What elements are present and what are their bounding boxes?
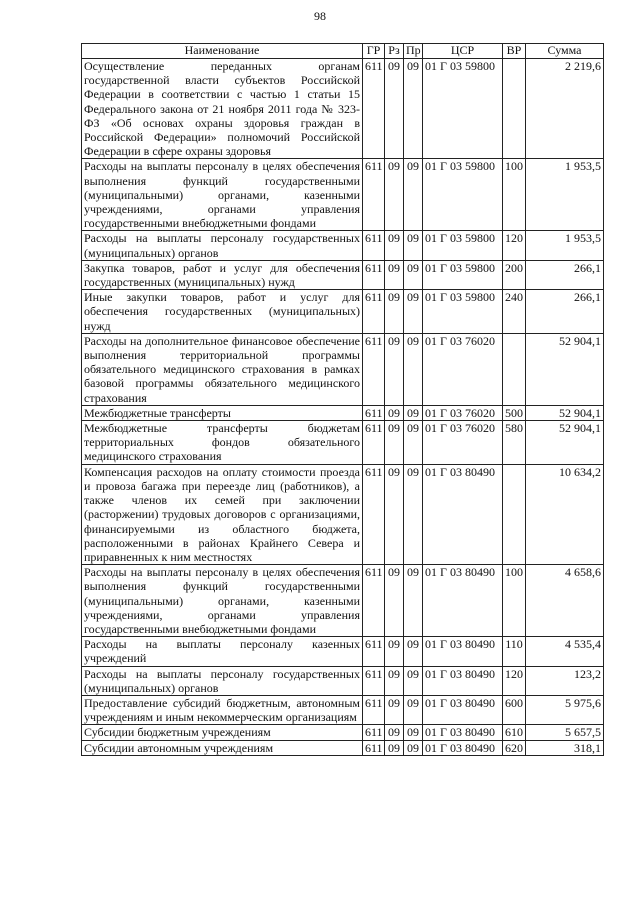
cell-gr: 611 — [363, 231, 385, 260]
cell-rz: 09 — [385, 725, 404, 740]
cell-name: Расходы на выплаты персоналу в целях обеспечения выполнения функций государственными (муниципальными) органами, казенными учреждениями, органами управления государственными внебюджетными фондами — [82, 159, 363, 231]
cell-name: Субсидии автономным учреждениям — [82, 740, 363, 755]
cell-csr: 01 Г 03 59800 — [423, 290, 503, 334]
cell-pr: 09 — [404, 565, 423, 637]
cell-gr: 611 — [363, 159, 385, 231]
table-header-row — [82, 44, 604, 59]
cell-name: Закупка товаров, работ и услуг для обеспечения государственных (муниципальных) нужд — [82, 260, 363, 289]
table-row — [82, 421, 604, 465]
cell-pr: 09 — [404, 231, 423, 260]
cell-name: Иные закупки товаров, работ и услуг для обеспечения государственных (муниципальных) нужд — [82, 290, 363, 334]
cell-vr: 240 — [503, 290, 526, 334]
cell-rz: 09 — [385, 464, 404, 564]
cell-rz: 09 — [385, 260, 404, 289]
cell-csr: 01 Г 03 59800 — [423, 260, 503, 289]
cell-pr: 09 — [404, 333, 423, 405]
cell-vr: 500 — [503, 405, 526, 420]
cell-csr: 01 Г 03 80490 — [423, 725, 503, 740]
cell-name: Межбюджетные трансферты бюджетам территориальных фондов обязательного медицинского страхования — [82, 421, 363, 465]
cell-csr: 01 Г 03 80490 — [423, 695, 503, 724]
header-csr: ЦСР — [423, 44, 503, 59]
cell-sum: 52 904,1 — [526, 421, 604, 465]
table-row — [82, 59, 604, 159]
cell-gr: 611 — [363, 333, 385, 405]
cell-gr: 611 — [363, 666, 385, 695]
cell-rz: 09 — [385, 421, 404, 465]
cell-csr: 01 Г 03 80490 — [423, 565, 503, 637]
cell-gr: 611 — [363, 740, 385, 755]
header-rz: Рз — [385, 44, 404, 59]
table-row — [82, 725, 604, 740]
cell-name: Расходы на выплаты персоналу в целях обеспечения выполнения функций государственными (муниципальными) органами, казенными учреждениями, органами управления государственными внебюджетными фондами — [82, 565, 363, 637]
cell-csr: 01 Г 03 80490 — [423, 740, 503, 755]
cell-name: Расходы на выплаты персоналу государственных (муниципальных) органов — [82, 231, 363, 260]
cell-pr: 09 — [404, 695, 423, 724]
table-row — [82, 231, 604, 260]
cell-sum: 266,1 — [526, 290, 604, 334]
cell-csr: 01 Г 03 76020 — [423, 405, 503, 420]
cell-csr: 01 Г 03 80490 — [423, 464, 503, 564]
cell-gr: 611 — [363, 565, 385, 637]
cell-sum: 4 658,6 — [526, 565, 604, 637]
cell-vr: 120 — [503, 666, 526, 695]
cell-csr: 01 Г 03 76020 — [423, 421, 503, 465]
cell-pr: 09 — [404, 405, 423, 420]
cell-rz: 09 — [385, 59, 404, 159]
cell-vr: 580 — [503, 421, 526, 465]
table-row — [82, 159, 604, 231]
cell-pr: 09 — [404, 59, 423, 159]
cell-name: Расходы на дополнительное финансовое обеспечение выполнения территориальной программы обязательного медицинского страхования в рамках базовой программы обязательного медицинского страхования — [82, 333, 363, 405]
cell-pr: 09 — [404, 290, 423, 334]
cell-rz: 09 — [385, 637, 404, 666]
cell-gr: 611 — [363, 290, 385, 334]
cell-sum: 52 904,1 — [526, 405, 604, 420]
cell-gr: 611 — [363, 59, 385, 159]
table-row — [82, 740, 604, 755]
cell-name: Межбюджетные трансферты — [82, 405, 363, 420]
header-pr: Пр — [404, 44, 423, 59]
cell-rz: 09 — [385, 405, 404, 420]
cell-csr: 01 Г 03 80490 — [423, 637, 503, 666]
table-row — [82, 666, 604, 695]
cell-sum: 123,2 — [526, 666, 604, 695]
cell-vr: 610 — [503, 725, 526, 740]
cell-name: Компенсация расходов на оплату стоимости проезда и провоза багажа при переезде лиц (работников), а также членов их семей при заключении (расторжении) трудовых договоров с организациями, финансируемыми из областного бюджета, расположенными в районах Крайнего Севера и приравненных к ним местностях — [82, 464, 363, 564]
cell-csr: 01 Г 03 76020 — [423, 333, 503, 405]
cell-vr — [503, 333, 526, 405]
page-number: 98 — [314, 9, 326, 23]
cell-pr: 09 — [404, 464, 423, 564]
cell-rz: 09 — [385, 290, 404, 334]
cell-pr: 09 — [404, 421, 423, 465]
budget-table — [81, 43, 604, 756]
table-row — [82, 695, 604, 724]
cell-sum: 5 975,6 — [526, 695, 604, 724]
cell-pr: 09 — [404, 260, 423, 289]
cell-sum: 10 634,2 — [526, 464, 604, 564]
cell-gr: 611 — [363, 725, 385, 740]
cell-sum: 52 904,1 — [526, 333, 604, 405]
cell-pr: 09 — [404, 740, 423, 755]
cell-gr: 611 — [363, 464, 385, 564]
cell-sum: 1 953,5 — [526, 159, 604, 231]
cell-name: Субсидии бюджетным учреждениям — [82, 725, 363, 740]
cell-rz: 09 — [385, 565, 404, 637]
table-row — [82, 290, 604, 334]
table-row — [82, 464, 604, 564]
cell-vr: 100 — [503, 159, 526, 231]
table-body — [82, 59, 604, 756]
cell-rz: 09 — [385, 333, 404, 405]
cell-vr: 600 — [503, 695, 526, 724]
cell-vr — [503, 464, 526, 564]
cell-csr: 01 Г 03 80490 — [423, 666, 503, 695]
table-row — [82, 565, 604, 637]
cell-sum: 5 657,5 — [526, 725, 604, 740]
cell-rz: 09 — [385, 740, 404, 755]
cell-name: Расходы на выплаты персоналу государственных (муниципальных) органов — [82, 666, 363, 695]
cell-pr: 09 — [404, 159, 423, 231]
cell-vr: 200 — [503, 260, 526, 289]
cell-vr — [503, 59, 526, 159]
header-gr: ГР — [363, 44, 385, 59]
cell-pr: 09 — [404, 666, 423, 695]
cell-gr: 611 — [363, 421, 385, 465]
cell-csr: 01 Г 03 59800 — [423, 59, 503, 159]
table-row — [82, 405, 604, 420]
table-row — [82, 260, 604, 289]
cell-sum: 266,1 — [526, 260, 604, 289]
table-row — [82, 333, 604, 405]
cell-rz: 09 — [385, 231, 404, 260]
cell-vr: 120 — [503, 231, 526, 260]
cell-name: Расходы на выплаты персоналу казенных учреждений — [82, 637, 363, 666]
cell-rz: 09 — [385, 695, 404, 724]
cell-rz: 09 — [385, 666, 404, 695]
cell-gr: 611 — [363, 695, 385, 724]
cell-gr: 611 — [363, 260, 385, 289]
header-name: Наименование — [82, 44, 363, 59]
cell-vr: 100 — [503, 565, 526, 637]
cell-pr: 09 — [404, 637, 423, 666]
cell-gr: 611 — [363, 405, 385, 420]
cell-pr: 09 — [404, 725, 423, 740]
cell-sum: 1 953,5 — [526, 231, 604, 260]
cell-sum: 318,1 — [526, 740, 604, 755]
header-sum: Сумма — [526, 44, 604, 59]
cell-csr: 01 Г 03 59800 — [423, 159, 503, 231]
cell-rz: 09 — [385, 159, 404, 231]
cell-sum: 2 219,6 — [526, 59, 604, 159]
cell-sum: 4 535,4 — [526, 637, 604, 666]
cell-vr: 620 — [503, 740, 526, 755]
header-vr: ВР — [503, 44, 526, 59]
cell-name: Предоставление субсидий бюджетным, автономным учреждениям и иным некоммерческим организациям — [82, 695, 363, 724]
cell-csr: 01 Г 03 59800 — [423, 231, 503, 260]
table-row — [82, 637, 604, 666]
cell-vr: 110 — [503, 637, 526, 666]
cell-gr: 611 — [363, 637, 385, 666]
cell-name: Осуществление переданных органам государственной власти субъектов Российской Федерации в соответствии с частью 1 статьи 15 Федерального закона от 21 ноября 2011 года № 323-ФЗ «Об основах охраны здоровья граждан в Российской Федерации» полномочий Российской Федерации в сфере охраны здоровья — [82, 59, 363, 159]
